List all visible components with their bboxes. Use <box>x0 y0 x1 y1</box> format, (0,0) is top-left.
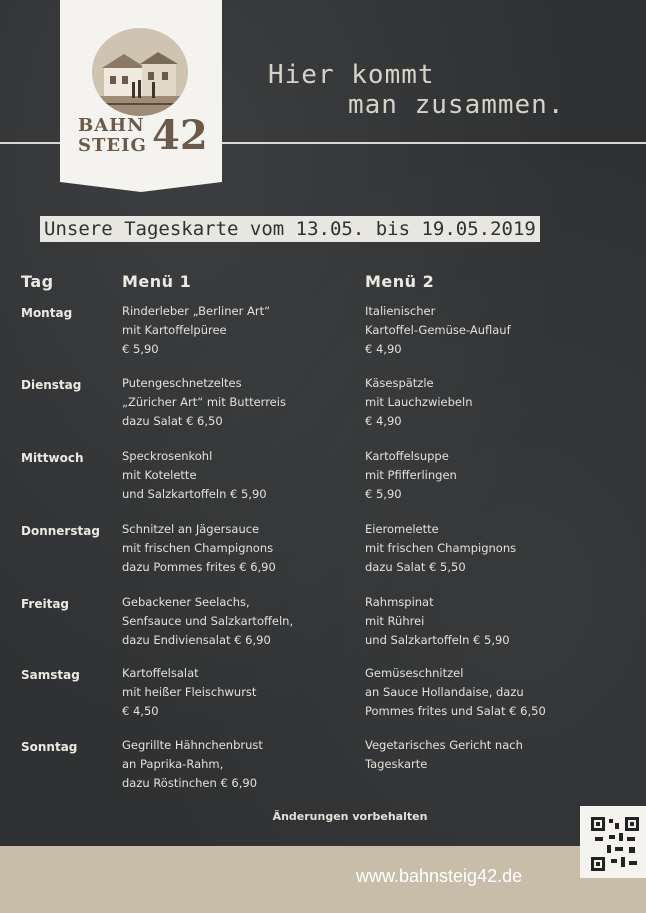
column-header-day: Tag <box>21 272 54 291</box>
menu1-item: Gebackener Seelachs, Senfsauce und Salzkartoffeln, dazu Endiviensalat € 6,90 <box>122 595 294 647</box>
menu1-item: Schnitzel an Jägersauce mit frischen Champignons dazu Pommes frites € 6,90 <box>122 522 276 574</box>
day-label: Freitag <box>21 597 70 611</box>
menu2-item: Italienischer Kartoffel-Gemüse-Auflauf € 4,90 <box>365 304 511 356</box>
menu2-item: Rahmspinat mit Rührei und Salzkartoffeln € 5,90 <box>365 595 510 647</box>
day-label: Sonntag <box>21 740 78 754</box>
day-label: Montag <box>21 306 73 320</box>
menu1-item: Kartoffelsalat mit heißer Fleischwurst € 4,50 <box>122 666 257 718</box>
qr-code[interactable] <box>580 806 646 878</box>
menu1-item: Speckrosenkohl mit Kotelette und Salzkartoffeln € 5,90 <box>122 449 267 501</box>
menu-title: Unsere Tageskarte vom 13.05. bis 19.05.2019 <box>40 216 540 242</box>
day-label: Donnerstag <box>21 524 100 538</box>
logo-number: 42 <box>152 112 208 159</box>
menu1-item: Rinderleber „Berliner Art“ mit Kartoffelpüree € 5,90 <box>122 304 271 356</box>
menu2-item: Eieromelette mit frischen Champignons dazu Salat € 5,50 <box>365 522 517 574</box>
slogan-line-2: man zusammen. <box>348 90 565 120</box>
menu2-item: Vegetarisches Gericht nach Tageskarte <box>365 738 523 771</box>
menu2-item: Käsespätzle mit Lauchzwiebeln € 4,90 <box>365 376 473 428</box>
menu2-item: Kartoffelsuppe mit Pfifferlingen € 5,90 <box>365 449 457 501</box>
menu1-item: Gegrillte Hähnchenbrust an Paprika-Rahm, dazu Röstinchen € 6,90 <box>122 738 263 790</box>
website-link[interactable]: www.bahnsteig42.de <box>356 866 523 886</box>
footer-bar <box>0 846 646 913</box>
column-header-menu1: Menü 1 <box>122 272 192 291</box>
disclaimer-note: Änderungen vorbehalten <box>272 810 428 823</box>
day-label: Mittwoch <box>21 451 84 465</box>
day-label: Dienstag <box>21 378 82 392</box>
column-header-menu2: Menü 2 <box>365 272 435 291</box>
station-illustration <box>92 28 188 116</box>
menu2-item: Gemüseschnitzel an Sauce Hollandaise, dazu Pommes frites und Salat € 6,50 <box>365 666 546 718</box>
day-label: Samstag <box>21 668 80 682</box>
logo-wordmark: BAHN STEIG <box>78 115 147 156</box>
menu1-item: Putengeschnetzeltes „Züricher Art“ mit Butterreis dazu Salat € 6,50 <box>122 376 286 428</box>
slogan-line-1: Hier kommt <box>268 60 435 90</box>
logo <box>60 0 222 182</box>
